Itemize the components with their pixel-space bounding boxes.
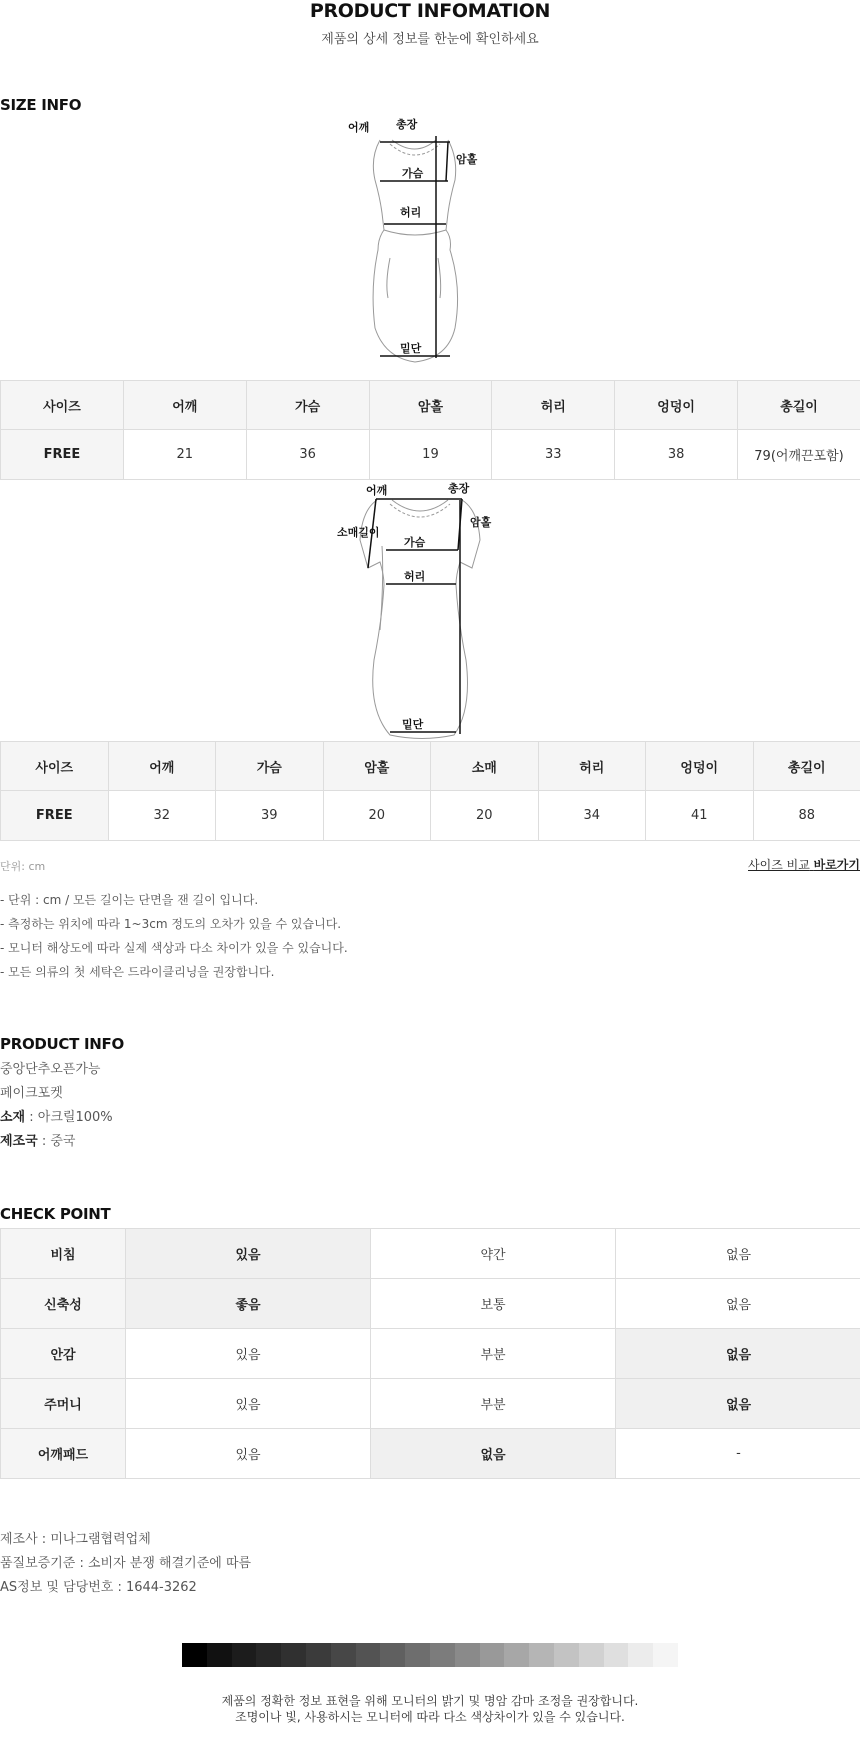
page-title: PRODUCT INFOMATION [309, 0, 551, 22]
maker-line: 품질보증기준 : 소비자 분쟁 해결기준에 따름 [0, 1556, 252, 1571]
check-point-option: 있음 [126, 1429, 371, 1479]
check-point-option: 부분 [371, 1379, 616, 1429]
check-point-option: 보통 [371, 1279, 616, 1329]
unit-label: 단위: cm [0, 860, 46, 873]
note-item: - 측정하는 위치에 따라 1~3cm 정도의 오차가 있을 수 있습니다. [0, 917, 342, 931]
table-row [1, 1229, 860, 1279]
page-subtitle: 제품의 상세 정보를 한눈에 확인하세요 [321, 32, 539, 47]
size-table-1-cell: 79(어깨끈포함) [738, 430, 860, 480]
gray-swatch [430, 1643, 455, 1667]
check-point-option: 부분 [371, 1329, 616, 1379]
size-table-2-header: 암홀 [323, 742, 431, 791]
size-table-2-cell: 41 [646, 791, 754, 841]
size-table-2-cell: 32 [108, 791, 216, 841]
size-table-1-header: 총길이 [738, 381, 860, 430]
check-point-option: 있음 [126, 1379, 371, 1429]
check-point-option: 좋음 [126, 1279, 371, 1329]
diagram1-label-hem: 밑단 [400, 342, 422, 355]
size-table-1-header: 엉덩이 [615, 381, 738, 430]
size-table-1-cell: 21 [123, 430, 246, 480]
product-info-list [0, 1058, 113, 1154]
table-row [1, 1379, 860, 1429]
material-label: 소재 [0, 1110, 26, 1125]
size-table-1-cell: 33 [492, 430, 615, 480]
gray-swatch [356, 1643, 381, 1667]
size-table-1-header: 암홀 [369, 381, 492, 430]
size-table-1-cell: FREE [1, 430, 124, 480]
footer-note [0, 1693, 860, 1725]
size-compare-go: 바로가기 [813, 858, 860, 872]
check-point-option: 있음 [126, 1229, 371, 1279]
check-point-option: 있음 [126, 1329, 371, 1379]
diagram2-label-armhole: 암홀 [470, 516, 492, 529]
gray-swatch [380, 1643, 405, 1667]
size-table-1-header-row [1, 381, 860, 430]
maker-line: 제조사 : 미나그램협력업체 [0, 1532, 151, 1547]
check-point-option: 없음 [371, 1429, 616, 1479]
gray-swatch [256, 1643, 281, 1667]
size-table-2-header: 엉덩이 [646, 742, 754, 791]
size-table-2-header: 사이즈 [1, 742, 109, 791]
footer-line-1: 제품의 정확한 정보 표현을 위해 모니터의 밝기 및 명암 감마 조정을 권장합니다. [221, 1694, 639, 1708]
origin-label: 제조국 [0, 1134, 38, 1149]
product-info-line: 중앙단추오픈가능 [0, 1062, 101, 1077]
origin-value: : 중국 [37, 1134, 76, 1149]
size-table-1-header: 사이즈 [1, 381, 124, 430]
check-point-table [0, 1228, 860, 1479]
size-table-1-header: 허리 [492, 381, 615, 430]
size-table-2-header: 가슴 [216, 742, 324, 791]
check-point-option: 없음 [616, 1279, 860, 1329]
size-compare-link[interactable] [748, 856, 860, 873]
check-point-option: 없음 [616, 1379, 860, 1429]
product-material [0, 1106, 113, 1130]
size-table-2-cell: 34 [538, 791, 646, 841]
diagram2-label-shoulder: 어깨 [366, 484, 388, 497]
size-table-2-cell: 20 [323, 791, 431, 841]
diagram2-label-sleeve: 소매길이 [337, 526, 380, 539]
diagram2-label-length: 총장 [448, 482, 470, 495]
size-table-1-cell: 38 [615, 430, 738, 480]
size-table-2-header: 어깨 [108, 742, 216, 791]
diagram2-sleeve-label-wrap [330, 522, 390, 542]
size-table-1-cell: 36 [246, 430, 369, 480]
check-point-heading: CHECK POINT [0, 1205, 111, 1223]
dress-diagram-sleeve [332, 480, 512, 742]
table-row [1, 1429, 860, 1479]
size-table-2-cell: 88 [753, 791, 860, 841]
diagram1-label-chest: 가슴 [402, 167, 424, 180]
size-table-2-cell: 39 [216, 791, 324, 841]
material-value: : 아크릴100% [25, 1110, 113, 1125]
check-point-option: - [616, 1429, 860, 1479]
diagram1-label-waist: 허리 [400, 206, 422, 219]
check-point-label: 신축성 [1, 1279, 126, 1329]
check-point-label: 주머니 [1, 1379, 126, 1429]
check-point-label: 비침 [1, 1229, 126, 1279]
footer-line-2: 조명이나 빛, 사용하시는 모니터에 따라 다소 색상차이가 있을 수 있습니다. [235, 1710, 625, 1724]
dress-diagram-sleeveless [330, 118, 500, 373]
size-table-1 [0, 380, 860, 480]
diagram1-label-length: 총장 [396, 118, 418, 131]
gray-swatch [529, 1643, 554, 1667]
size-table-2-cell: 20 [431, 791, 539, 841]
gray-swatch [504, 1643, 529, 1667]
size-table-1-header: 어깨 [123, 381, 246, 430]
table-row [1, 791, 860, 841]
note-item: - 단위 : cm / 모든 길이는 단면을 잰 길이 입니다. [0, 893, 259, 907]
gray-swatch [604, 1643, 629, 1667]
gray-swatch [281, 1643, 306, 1667]
gray-swatch [405, 1643, 430, 1667]
gray-swatch [628, 1643, 653, 1667]
gray-swatch [331, 1643, 356, 1667]
check-point-option: 없음 [616, 1329, 860, 1379]
size-table-2-header-row [1, 742, 860, 791]
size-table-1-cell: 19 [369, 430, 492, 480]
size-table-2-header: 소매 [431, 742, 539, 791]
maker-info [0, 1528, 251, 1600]
size-notes [0, 888, 348, 984]
size-table-2-header: 총길이 [753, 742, 860, 791]
gray-swatch [579, 1643, 604, 1667]
gray-swatch [480, 1643, 505, 1667]
gray-swatch [207, 1643, 232, 1667]
diagram1-label-shoulder: 어깨 [348, 121, 370, 134]
size-compare-prefix: 사이즈 비교 [748, 858, 810, 872]
check-point-label: 어깨패드 [1, 1429, 126, 1479]
gray-swatch [455, 1643, 480, 1667]
product-origin [0, 1130, 113, 1154]
diagram1-label-armhole: 암홀 [456, 153, 478, 166]
check-point-option: 없음 [616, 1229, 860, 1279]
product-info-heading: PRODUCT INFO [0, 1035, 124, 1053]
note-item: - 모든 의류의 첫 세탁은 드라이클리닝을 권장합니다. [0, 965, 275, 979]
size-table-1-header: 가슴 [246, 381, 369, 430]
diagram2-label-hem: 밑단 [402, 718, 424, 731]
table-row [1, 430, 860, 480]
diagram2-label-chest: 가슴 [404, 536, 426, 549]
product-info-line: 페이크포켓 [0, 1086, 63, 1101]
size-info-heading: SIZE INFO [0, 96, 82, 114]
gray-swatch [182, 1643, 207, 1667]
size-table-2-header: 허리 [538, 742, 646, 791]
gray-swatch [232, 1643, 257, 1667]
table-row [1, 1329, 860, 1379]
size-table-2 [0, 741, 860, 841]
gray-swatch [306, 1643, 331, 1667]
table-row [1, 1279, 860, 1329]
monitor-gray-scale [182, 1643, 678, 1667]
gray-swatch [554, 1643, 579, 1667]
maker-line: AS정보 및 담당번호 : 1644-3262 [0, 1580, 197, 1595]
note-item: - 모니터 해상도에 따라 실제 색상과 다소 차이가 있을 수 있습니다. [0, 941, 348, 955]
check-point-label: 안감 [1, 1329, 126, 1379]
diagram2-label-waist: 허리 [404, 570, 426, 583]
check-point-option: 약간 [371, 1229, 616, 1279]
gray-swatch [653, 1643, 678, 1667]
size-table-2-cell: FREE [1, 791, 109, 841]
